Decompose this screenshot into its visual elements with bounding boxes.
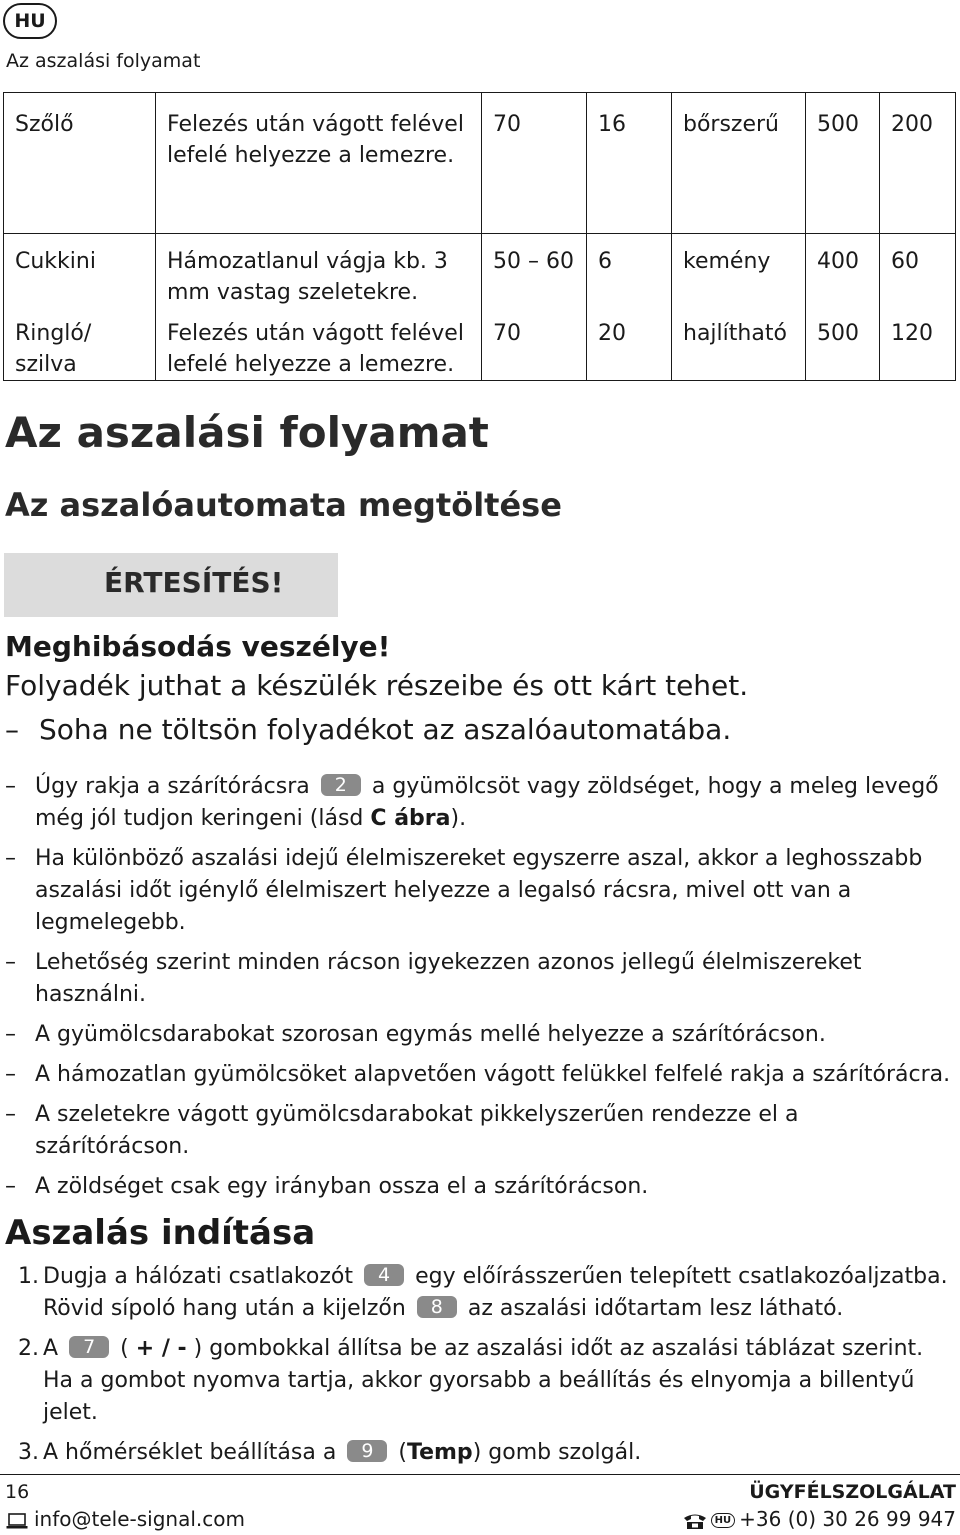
list-item-text: ). (450, 806, 467, 831)
list-item (5, 1019, 955, 1051)
list-item-text: Úgy rakja a szárítórácsra (35, 774, 310, 799)
button-symbols: + / - (135, 1336, 187, 1361)
step-text: ( (398, 1440, 407, 1465)
step-text: ) gomb szolgál. (472, 1440, 642, 1465)
bullet-dash: – (5, 1102, 16, 1127)
bullet-dash: – (5, 846, 16, 871)
table-cell-time: 20 (587, 308, 672, 381)
list-item-text: Lehetőség szerint minden rácson igyekezzen azonos jellegű élelmiszereket használni. (35, 950, 862, 1007)
laptop-icon (6, 1512, 28, 1530)
email-address: info@tele-signal.com (34, 1507, 245, 1531)
step-text: Dugja a hálózati csatlakozót (43, 1264, 353, 1289)
footer-phone (683, 1507, 956, 1531)
table-cell-consistency: hajlítható (672, 308, 806, 381)
table-cell-raw: 500 (806, 308, 880, 381)
table-cell-food: Cukkini (4, 234, 156, 309)
step-text: A (43, 1336, 59, 1361)
section-title: Az aszalási folyamat (5, 408, 489, 457)
step-text: egy előírásszerűen telepített csatlakozóaljzatba. Rövid sípoló hang után a kijelzőn (43, 1264, 948, 1321)
bullet-dash: – (5, 713, 19, 746)
table-cell-time: 6 (587, 234, 672, 309)
danger-title: Meghibásodás veszélye! (5, 630, 391, 663)
table-cell-dried: 120 (880, 308, 956, 381)
figure-reference: C ábra (370, 806, 451, 831)
running-head: Az aszalási folyamat (6, 50, 201, 72)
loading-instructions (5, 771, 955, 1211)
list-item-text: A szeletekre vágott gyümölcsdarabokat pikkelyszerűen rendezze el a szárítórácson. (35, 1102, 799, 1159)
list-item (5, 843, 955, 939)
notice-box (4, 553, 338, 617)
table-cell-temp: 70 (482, 308, 587, 381)
table-cell-consistency: kemény (672, 234, 806, 309)
table-cell-dried: 60 (880, 234, 956, 309)
table-cell-raw: 400 (806, 234, 880, 309)
section-subtitle: Az aszalóautomata megtöltése (5, 486, 562, 524)
list-item-text: A zöldséget csak egy irányban ossza el a szárítórácson. (35, 1174, 649, 1199)
bullet-dash: – (5, 950, 16, 975)
footer-divider (0, 1474, 960, 1475)
start-steps (18, 1261, 953, 1477)
table-row (4, 308, 956, 381)
part-number-badge: 7 (69, 1336, 109, 1358)
danger-bullet (5, 713, 731, 746)
notice-label: ÉRTESÍTÉS! (104, 566, 284, 599)
table-cell-time: 16 (587, 93, 672, 234)
list-item-text: A hámozatlan gyümölcsöket alapvetően vágott felükkel felfelé rakja a szárítórácra. (35, 1062, 951, 1087)
table-cell-consistency: bőrszerű (672, 93, 806, 234)
list-item (5, 947, 955, 1011)
table-cell-prep: Hámozatlanul vágja kb. 3 mm vastag szeletekre. (156, 234, 482, 309)
table-row (4, 234, 956, 309)
country-badge: HU (711, 1513, 736, 1528)
table-cell-food: Ringló/ szilva (4, 308, 156, 381)
telephone-icon (683, 1512, 707, 1530)
list-item-text: Ha különböző aszalási idejű élelmiszereket egyszerre aszal, akkor a leghosszabb aszalási időt igénylő élelmiszert helyezze a legalsó rácsra, mivel ott van a legmelegebb. (35, 846, 923, 935)
list-item (5, 1099, 955, 1163)
part-number-badge: 2 (321, 774, 361, 796)
phone-number: +36 (0) 30 26 99 947 (739, 1507, 956, 1531)
drying-table (3, 92, 956, 381)
step-number: 2. (18, 1336, 39, 1361)
step-number: 1. (18, 1264, 39, 1289)
table-cell-prep: Felezés után vágott felével lefelé helyezze a lemezre. (156, 93, 482, 234)
bullet-dash: – (5, 1062, 16, 1087)
step-text: A hőmérséklet beállítása a (43, 1440, 337, 1465)
bullet-dash: – (5, 774, 16, 799)
start-section-title: Aszalás indítása (5, 1213, 316, 1253)
language-badge: HU (3, 3, 57, 39)
table-cell-prep: Felezés után vágott felével lefelé helyezze a lemezre. (156, 308, 482, 381)
danger-text: Folyadék juthat a készülék részeibe és ott kárt tehet. (5, 669, 749, 702)
table-row (4, 93, 956, 234)
button-name: Temp (407, 1440, 473, 1465)
step-number: 3. (18, 1440, 39, 1465)
part-number-badge: 4 (364, 1264, 404, 1286)
list-item-text: a gyümölcsöt vagy zöldséget, hogy a meleg levegő még jól tudjon keringeni (lásd (35, 774, 939, 831)
step-item (18, 1437, 953, 1469)
list-item (5, 771, 955, 835)
danger-bullet-text: Soha ne töltsön folyadékot az aszalóautomatába. (39, 713, 732, 746)
part-number-badge: 8 (417, 1296, 457, 1318)
bullet-dash: – (5, 1174, 16, 1199)
table-cell-dried: 200 (880, 93, 956, 234)
customer-service-title: ÜGYFÉLSZOLGÁLAT (749, 1481, 956, 1503)
table-cell-temp: 50 – 60 (482, 234, 587, 309)
step-item (18, 1261, 953, 1325)
table-cell-raw: 500 (806, 93, 880, 234)
footer-email (6, 1507, 245, 1531)
list-item (5, 1059, 955, 1091)
step-text: ( (120, 1336, 129, 1361)
bullet-dash: – (5, 1022, 16, 1047)
step-item (18, 1333, 953, 1429)
list-item-text: A gyümölcsdarabokat szorosan egymás mellé helyezze a szárítórácson. (35, 1022, 826, 1047)
step-text: az aszalási időtartam lesz látható. (467, 1296, 844, 1321)
table-cell-temp: 70 (482, 93, 587, 234)
table-cell-food: Szőlő (4, 93, 156, 234)
part-number-badge: 9 (347, 1440, 387, 1462)
page-number: 16 (5, 1481, 30, 1503)
list-item (5, 1171, 955, 1203)
step-text: ) gombokkal állítsa be az aszalási időt az aszalási táblázat szerint. Ha a gombot nyomva tartja, akkor gyorsabb a beállítás és elnyomja a billentyű jelet. (43, 1336, 924, 1425)
